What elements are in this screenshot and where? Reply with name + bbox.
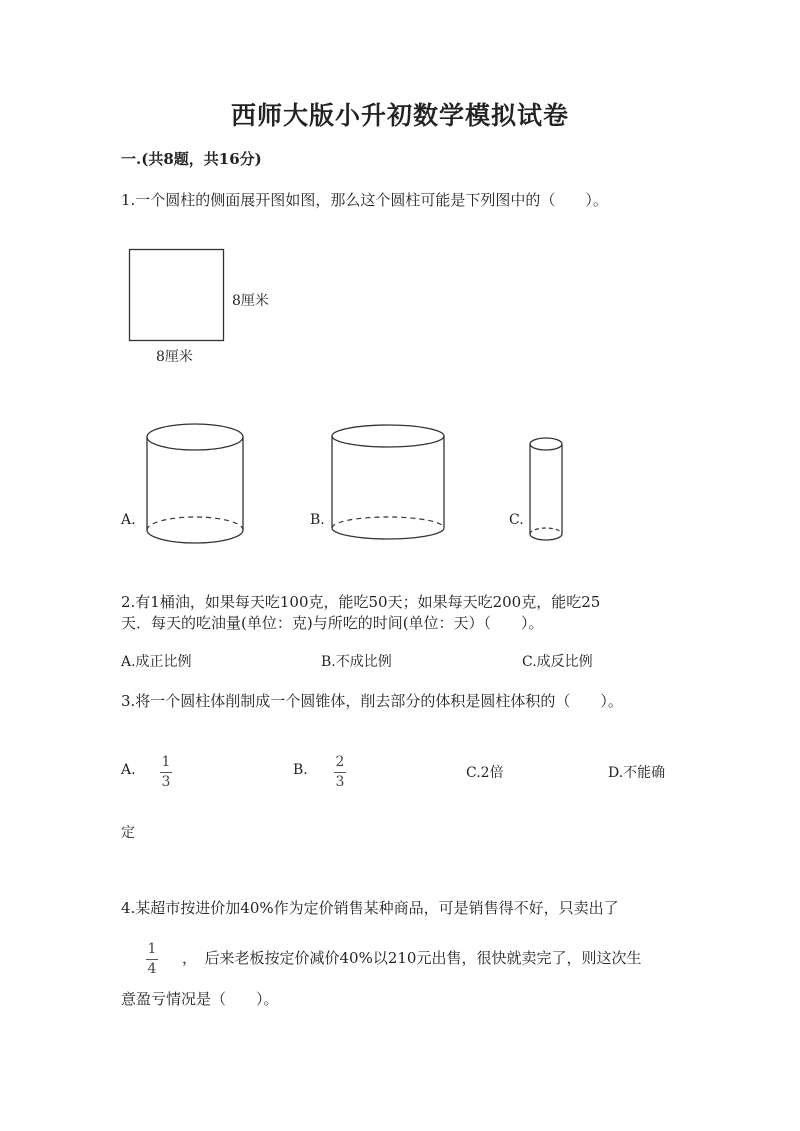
fraction-bar	[160, 772, 172, 773]
q2-option-c: C.成反比例	[522, 654, 593, 670]
unfolded-side-square	[130, 250, 224, 341]
fraction-numerator: 2	[335, 754, 345, 770]
cylinder-a	[146, 422, 246, 546]
q2-option-a: A.成正比例	[121, 654, 192, 670]
q3-option-d-continued: 定	[121, 825, 135, 841]
fraction-numerator: 1	[147, 941, 157, 957]
q2-option-b: B.不成比例	[321, 654, 392, 670]
q1-stem: 1.一个圆柱的侧面展开图如图，那么这个圆柱可能是下列图中的（ ）。	[121, 191, 608, 209]
q2-line-2: 天．每天的吃油量(单位：克)与所吃的时间(单位：天）（ ）。	[121, 614, 544, 632]
fraction-denominator: 4	[147, 961, 157, 977]
q3-option-c: C.2倍	[466, 765, 504, 781]
q4-line-3: 意盈亏情况是（ ）。	[121, 990, 279, 1008]
q1-square-figure	[129, 249, 225, 342]
q3-stem: 3.将一个圆柱体削制成一个圆锥体，削去部分的体积是圆柱体积的（ ）。	[121, 692, 623, 710]
fraction-numerator: 1	[161, 754, 171, 770]
q3-fraction-two-thirds	[334, 755, 346, 790]
q3-fraction-one-third	[160, 755, 172, 790]
square-side-label: 8厘米	[232, 293, 269, 309]
q1-option-a-label: A.	[121, 512, 136, 528]
fraction-bar	[146, 959, 158, 960]
fraction-denominator: 3	[161, 774, 171, 790]
q1-option-c-label: C.	[509, 512, 524, 528]
section-heading: 一.(共8题，共16分)	[121, 150, 262, 168]
q2-line-1: 2.有1桶油，如果每天吃100克，能吃50天；如果每天吃200克，能吃25	[121, 593, 601, 611]
fraction-bar	[334, 772, 346, 773]
q4-line-2: ， 后来老板按定价减价40%以210元出售，很快就卖完了，则这次生	[182, 949, 642, 967]
q3-option-a-label: A.	[121, 762, 136, 778]
q3-option-d: D.不能确	[608, 765, 666, 781]
fraction-denominator: 3	[335, 774, 345, 790]
q4-line-1: 4.某超市按进价加40%作为定价销售某种商品，可是销售得不好，只卖出了	[121, 899, 619, 917]
cylinder-c	[529, 437, 565, 545]
q4-fraction-one-quarter	[146, 942, 158, 977]
q1-option-b-label: B.	[310, 512, 325, 528]
page-title: 西师大版小升初数学模拟试卷	[230, 101, 569, 130]
square-bottom-label: 8厘米	[156, 349, 193, 365]
cylinder-b	[331, 424, 447, 540]
q3-option-b-label: B.	[293, 762, 308, 778]
